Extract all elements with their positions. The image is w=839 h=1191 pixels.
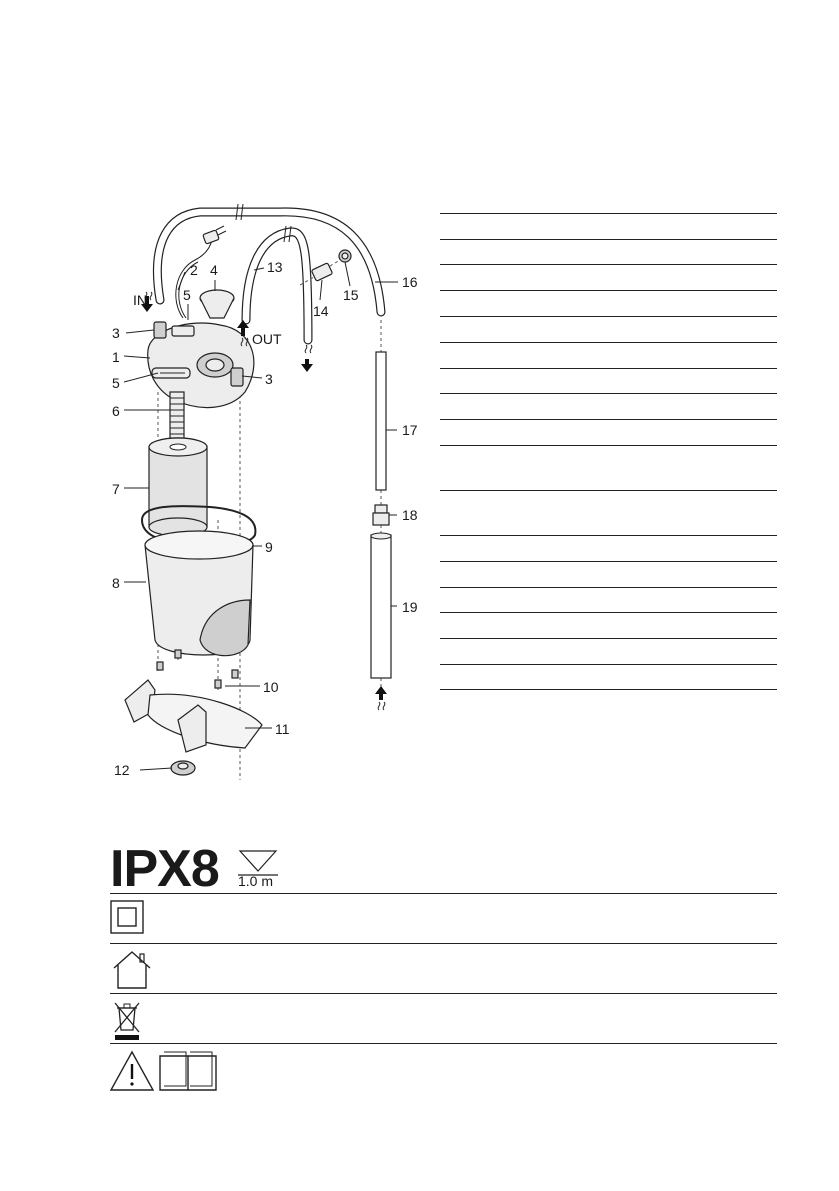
legend-row — [440, 368, 777, 393]
part-label-8: 8 — [112, 575, 120, 591]
part-label-3: 3 — [112, 325, 120, 341]
immersion-depth-label: 1.0 m — [238, 873, 274, 889]
part-label-9: 9 — [265, 539, 273, 555]
parts-legend-table — [440, 213, 777, 690]
part-label-6: 6 — [112, 403, 120, 419]
out-label: OUT — [252, 331, 282, 347]
legend-row — [440, 561, 777, 587]
part-label-1: 1 — [112, 349, 120, 365]
part-label-7: 7 — [112, 481, 120, 497]
part-label-18: 18 — [402, 507, 418, 523]
weee-disposal-icon — [110, 1000, 144, 1042]
legend-row — [440, 612, 777, 638]
part-label-11: 11 — [275, 721, 290, 737]
part-label-5: 5 — [112, 375, 120, 391]
legend-row — [440, 239, 777, 264]
legend-row — [440, 419, 777, 445]
part-label-10: 10 — [263, 679, 279, 695]
protection-class-row — [110, 893, 777, 943]
part-label-4: 4 — [210, 262, 218, 278]
legend-row — [440, 535, 777, 561]
legend-row — [440, 445, 777, 490]
indoor-use-icon — [110, 950, 154, 990]
legend-row — [440, 316, 777, 342]
part-label-17: 17 — [402, 422, 418, 438]
legend-row — [440, 664, 777, 690]
legend-row — [440, 587, 777, 612]
indoor-use-row — [110, 943, 777, 993]
warning-manual-row — [110, 1043, 777, 1094]
legend-row — [440, 393, 777, 419]
part-label-16: 16 — [402, 274, 418, 290]
legend-row — [440, 342, 777, 368]
ipx-rating: IPX8 — [110, 840, 219, 898]
legend-row — [440, 213, 777, 239]
warning-read-manual-icon — [110, 1050, 220, 1094]
part-label-12: 12 — [114, 762, 130, 778]
safety-symbols-block — [110, 840, 777, 1094]
part-label-3b: 3 — [265, 371, 273, 387]
legend-row — [440, 490, 777, 535]
protection-class-2-icon — [110, 900, 144, 934]
part-label-14: 14 — [313, 303, 329, 319]
part-label-2: 2 — [190, 262, 198, 278]
ipx-rating-row — [110, 840, 777, 898]
part-label-13: 13 — [267, 259, 283, 275]
weee-disposal-row — [110, 993, 777, 1043]
legend-row — [440, 290, 777, 316]
part-label-15: 15 — [343, 287, 359, 303]
in-label: IN — [133, 292, 147, 308]
part-label-19: 19 — [402, 599, 418, 615]
legend-row — [440, 264, 777, 290]
legend-row — [440, 638, 777, 664]
part-label-5b: 5 — [183, 287, 191, 303]
